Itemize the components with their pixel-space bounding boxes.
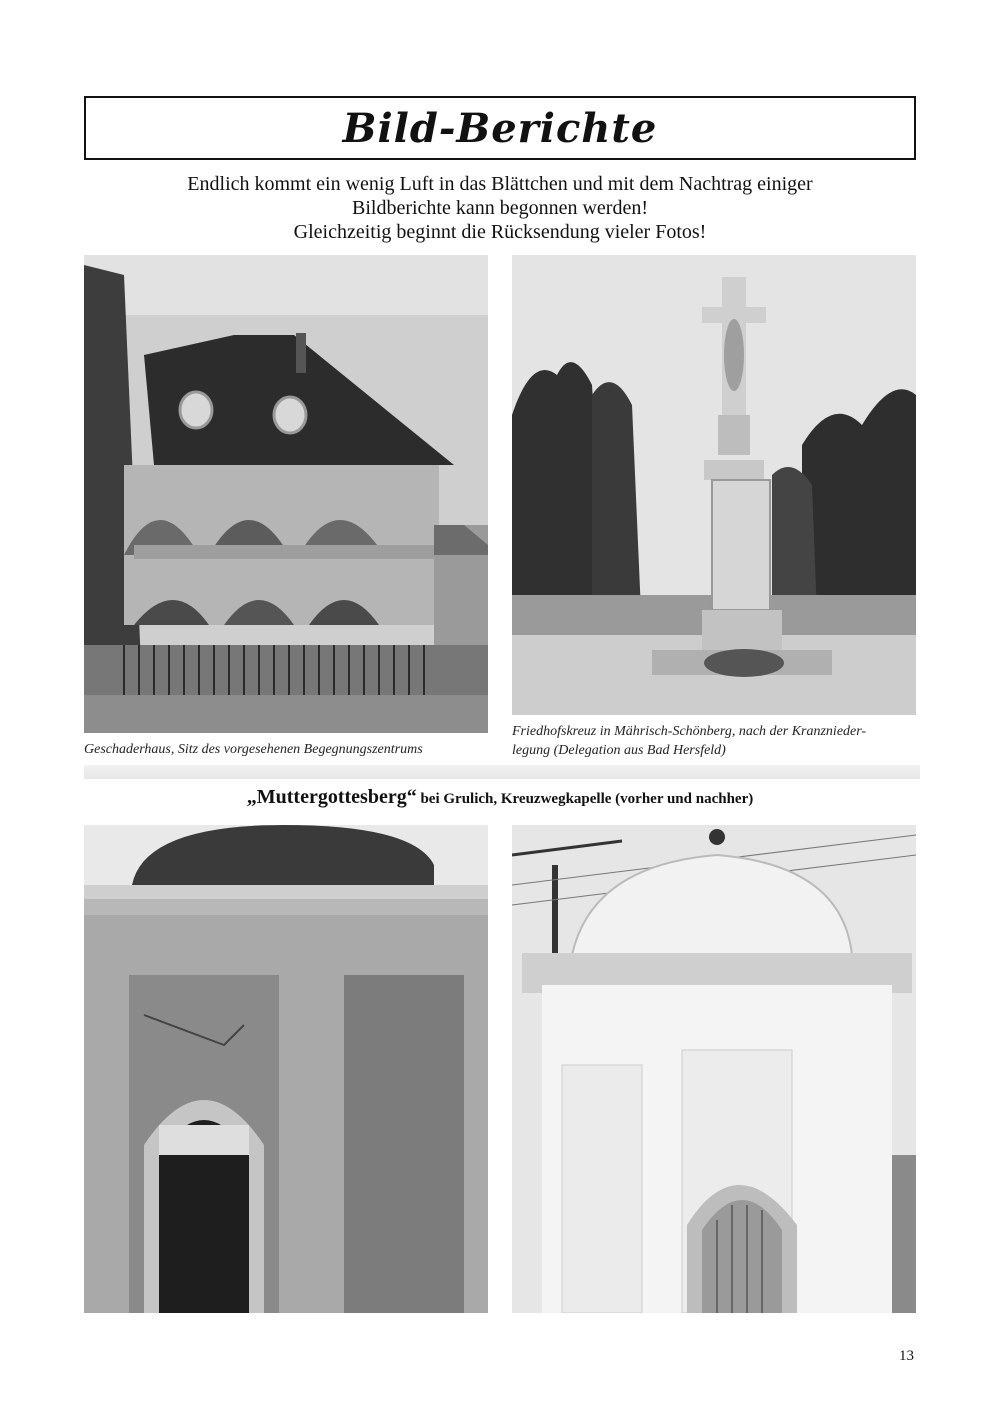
caption-line: legung (Delegation aus Bad Hersfeld) [512,743,726,758]
page-number: 13 [899,1348,914,1364]
intro-line: Endlich kommt ein wenig Luft in das Blättchen und mit dem Nachtrag einiger [187,173,813,195]
intro-line: Bildberichte kann begonnen werden! [351,197,648,219]
photo-friedhofskreuz [512,255,916,715]
title-box [84,96,916,160]
section-heading-rest: bei Grulich, Kreuzwegkapelle (vorher und nachher) [416,791,754,807]
photo-geschaderhaus [84,255,488,733]
section-heading [0,786,1000,809]
separator-band [84,765,920,779]
intro-text [100,172,900,244]
page-title: Bild-Berichte [342,104,658,152]
photo-kapelle-vorher [84,825,488,1313]
section-heading-main: „Muttergottesberg“ [246,786,417,808]
caption-friedhofskreuz [512,722,922,760]
photo-kapelle-nachher [512,825,916,1313]
caption-line: Friedhofskreuz in Mährisch-Schönberg, nach der Kranznieder- [512,724,867,739]
caption-geschaderhaus: Geschaderhaus, Sitz des vorgesehenen Begegnungszentrums [84,742,423,757]
intro-line: Gleichzeitig beginnt die Rücksendung vieler Fotos! [293,221,707,243]
